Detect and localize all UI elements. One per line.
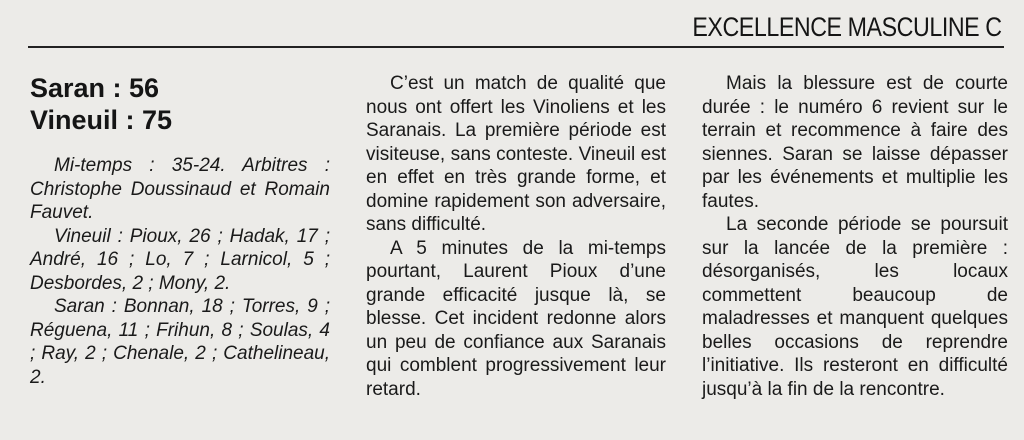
section-header <box>0 0 1024 48</box>
saran-lineup: Saran : Bonnan, 18 ; Torres, 9 ; Réguena, 11 ; Frihun, 8 ; Soulas, 4 ; Ray, 2 ; Chenale, 2 ; Cathelineau, 2. <box>30 296 330 388</box>
article-paragraph: A 5 minutes de la mi-temps pourtant, Laurent Pioux d’une grande efficacité jusque là, se blesse. Cet incident redonne alors un peu de confiance aux Saranais qui comblent progressivement leur retard. <box>366 237 666 400</box>
match-details <box>30 154 330 389</box>
halftime-referees: Mi-temps : 35-24. Arbitres : Christophe Doussinaud et Romain Fauvet. <box>30 155 330 223</box>
results-column <box>30 72 330 389</box>
vineuil-lineup: Vineuil : Pioux, 26 ; Hadak, 17 ; André, 16 ; Lo, 7 ; Larnicol, 5 ; Desbordes, 2 ; Mony, 2. <box>30 225 330 294</box>
article-paragraph: C’est un match de qualité que nous ont offert les Vinoliens et les Saranais. La première période est visiteuse, sans conteste. Vineuil est en effet en très grande forme, et domine rapidement son adversaire, sans difficulté. <box>366 73 666 235</box>
section-title: EXCELLENCE MASCULINE C <box>692 12 1002 42</box>
header-divider <box>28 46 1004 48</box>
score-block <box>30 72 330 136</box>
article-paragraph: La seconde période se poursuit sur la lancée de la première : désorganisés, les locaux commettent beaucoup de maladresses et manquent quelques belles occasions de reprendre l’initiative. Ils resteront en difficulté jusqu’à la fin de la rencontre. <box>702 214 1008 400</box>
score-saran: Saran : 56 <box>30 73 160 103</box>
article-column-2 <box>702 72 1008 401</box>
article-paragraph: Mais la blessure est de courte durée : le numéro 6 revient sur le terrain et recommence à faire des siennes. Saran se laisse dépasser par les événements et multiplie les fautes. <box>702 73 1008 212</box>
article-column-1 <box>366 72 666 401</box>
score-vineuil: Vineuil : 75 <box>30 105 173 135</box>
